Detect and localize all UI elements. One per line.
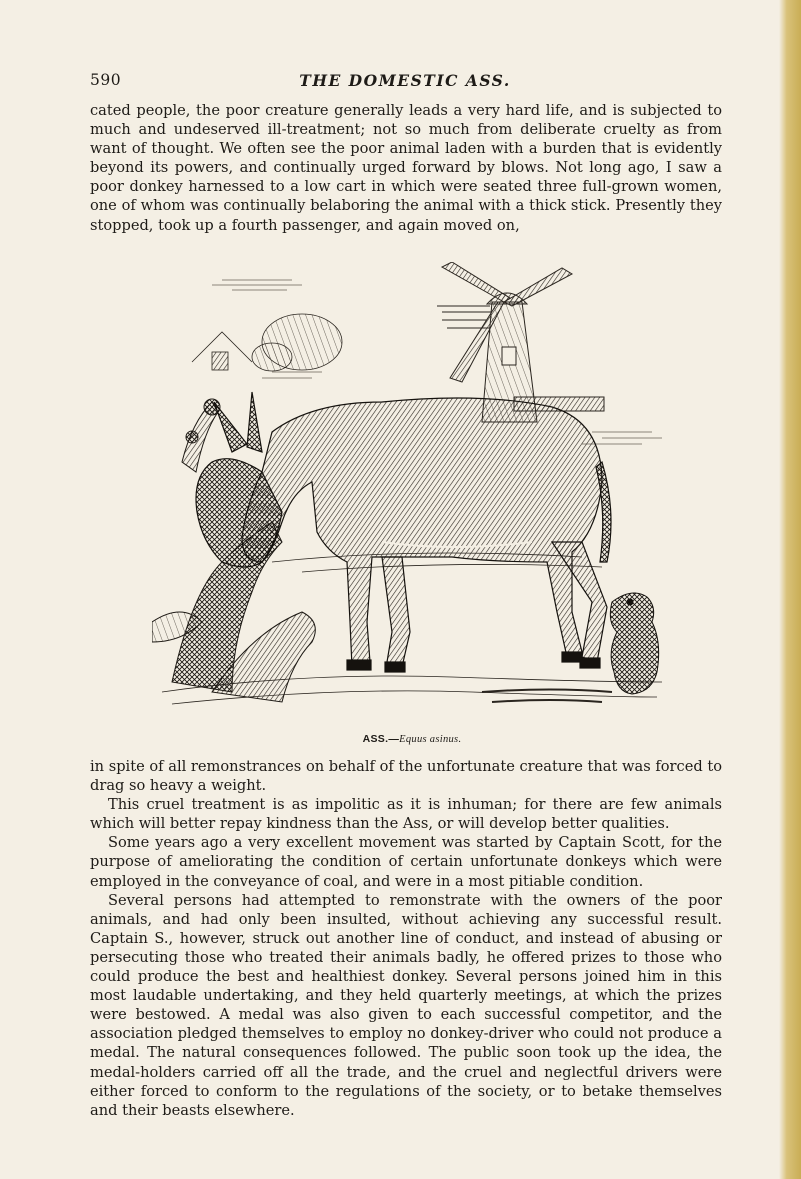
trees xyxy=(192,314,342,371)
paragraph: in spite of all remonstrances on behalf of the unfortunate creature that was forced to drag so heavy a weight. xyxy=(90,758,722,795)
running-header xyxy=(90,71,720,93)
page-number: 590 xyxy=(90,71,122,89)
body-text-top xyxy=(90,101,722,235)
paragraph: This cruel treatment is as impolitic as it is inhuman; for there are few animals which will better repay kindness than the Ass, or will develop better qualities. xyxy=(90,796,722,833)
donkey-illustration xyxy=(152,262,672,732)
paragraph: cated people, the poor creature generally leads a very hard life, and is subjected to much and undeserved ill-treatment; not so much from deliberate cruelty as from want of thought. We often see the poor animal laden with a burden that is evidently beyond its powers, and continually urged forward by blows. Not long ago, I saw a poor donkey harnessed to a low cart in which were seated three full-grown women, one of whom was continually belaboring the animal with a thick stick. Presently they stopped, took up a fourth passenger, and again moved on, xyxy=(90,102,722,234)
caption-latin-name: Equus asinus. xyxy=(399,734,462,745)
body-text-bottom xyxy=(90,757,722,1120)
figure-caption xyxy=(152,733,672,745)
caption-prefix: ASS.— xyxy=(362,733,400,745)
running-title: THE DOMESTIC ASS. xyxy=(299,71,511,90)
paragraph: Some years ago a very excellent movement was started by Captain Scott, for the purpose of ameliorating the condition of certain unfortunate donkeys which were employed in the conveyance of coal, and were in a most pitiable condition. xyxy=(90,834,722,890)
paragraph: Several persons had attempted to remonstrate with the owners of the poor animals, and had only been insulted, without achieving any successful result. Captain S., however, struck out another line of conduct, and instead of abusing or persecuting those who treated their animals badly, he offered prizes to those who could produce the best and healthiest donkey. Several persons joined him in this most laudable undertaking, and they held quarterly meetings, at which the prizes were bestowed. A medal was also given to each successful competitor, and the association pledged themselves to employ no donkey-driver who could not produce a medal. The natural consequences followed. The public soon took up the idea, the medal-holders carried off all the trade, and the cruel and neglectful drivers were either forced to conform to the regulations of the society, or to betake themselves and their beasts elsewhere. xyxy=(90,891,722,1119)
donkey xyxy=(196,392,611,672)
page-edge xyxy=(779,0,801,1179)
dog xyxy=(610,593,658,694)
